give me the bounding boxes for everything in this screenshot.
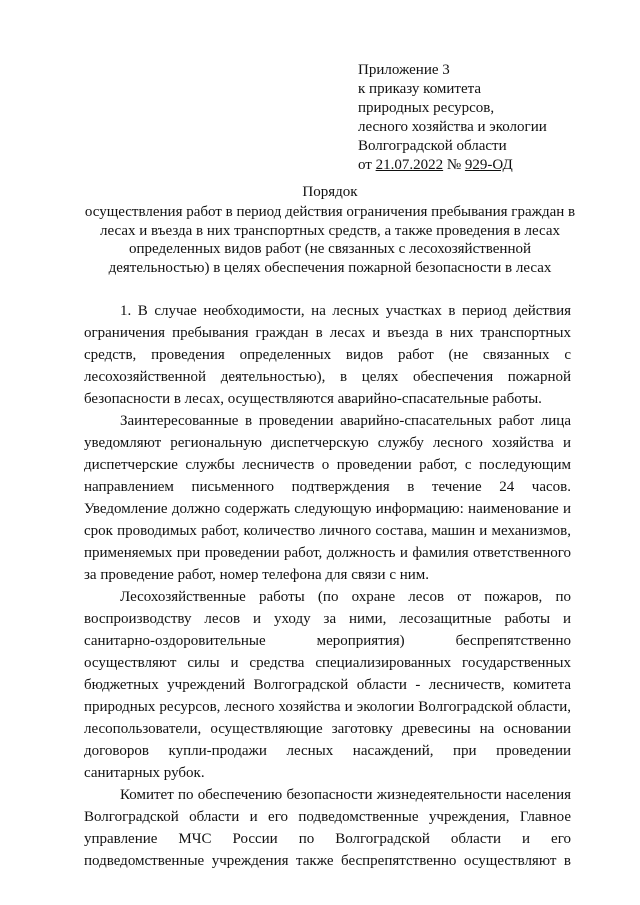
order-date: 21.07.2022: [375, 157, 444, 173]
paragraph: Заинтересованные в проведении аварийно-спасательных работ лица уведомляют региональную диспетчерскую службу лесного хозяйства и диспетчерские службы лесничеств о проведении работ, с последующим направлением письменного подтверждения в течение 24 часов. Уведомление должно содержать следующую информацию: наименование и срок проводимых работ, количество личного состава, машин и механизмов, применяемых при проведении работ, должность и фамилия ответственного за проведение работ, номер телефона для связи с ним.: [84, 413, 571, 583]
appendix-line: Волгоградской области: [358, 138, 507, 154]
document-subtitle: осуществления работ в период действия ограничения пребывания граждан в лесах и въезда в них транспортных средств, а также проведения в лесах определенных видов работ (не связанных с лесохозяйственной деятельностью) в целях обеспечения пожарной безопасности в лесах: [84, 204, 576, 276]
appendix-header: [358, 61, 618, 175]
appendix-line: к приказу комитета: [358, 81, 482, 97]
paragraph: Лесохозяйственные работы (по охране лесов от пожаров, по воспроизводству лесов и уходу за ними, лесозащитные работы и санитарно-оздоровительные мероприятия) беспрепятственно осуществляют силы и средства специализированных государственных бюджетных учреждений Волгоградской области - лесничеств, комитета природных ресурсов, лесного хозяйства и экологии Волгоградской области, лесопользователи, осуществляющие заготовку древесины на основании договоров купли-продажи лесных насаждений, при проведении санитарных рубок.: [84, 589, 571, 781]
document-body: [84, 300, 571, 868]
paragraph: 1. В случае необходимости, на лесных участках в период действия ограничения пребывания граждан в лесах и въезда в них транспортных средств, проведения определенных видов работ (не связанных с лесохозяйственной деятельностью), в целях обеспечения пожарной безопасности в лесах, осуществляются аварийно-спасательные работы.: [84, 303, 571, 407]
appendix-line: природных ресурсов,: [358, 100, 495, 116]
appendix-line: Приложение 3: [358, 62, 450, 78]
date-prefix: от: [358, 157, 376, 173]
document-title: Порядок: [302, 184, 358, 200]
appendix-line: лесного хозяйства и экологии: [358, 119, 547, 135]
paragraph: Комитет по обеспечению безопасности жизнедеятельности населения Волгоградской области и его подведомственные учреждения, Главное управление МЧС России по Волгоградской области и его подведомственные учреждения также беспрепятственно осуществляют в: [84, 787, 571, 868]
number-prefix: №: [443, 157, 465, 173]
order-number: 929-ОД: [464, 157, 513, 173]
appendix-date-line: [358, 156, 618, 175]
